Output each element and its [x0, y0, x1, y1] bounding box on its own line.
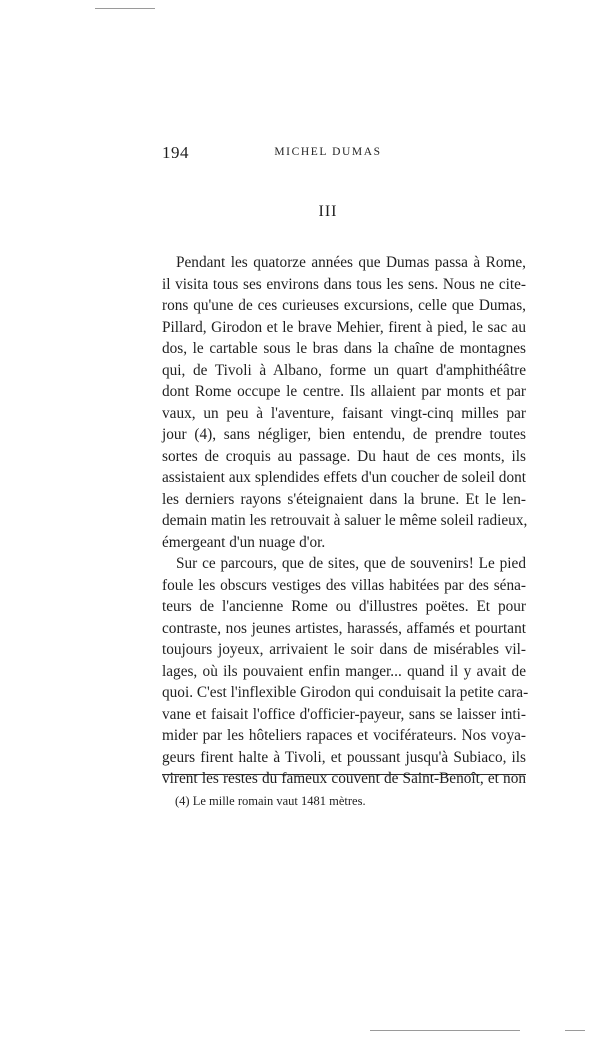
- text-line: mider par les hôteliers rapaces et vociférateurs. Nos voya-: [162, 727, 526, 744]
- text-line: émergeant d'un nuage d'or.: [162, 533, 326, 551]
- text-line: dont Rome occupe le centre. Ils allaient par monts et par: [162, 383, 526, 400]
- text-line: rons qu'une de ces curieuses excursions, celle que Dumas,: [162, 297, 526, 314]
- text-line: Pillard, Girodon et le brave Mehier, firent à pied, le sac au: [162, 318, 526, 336]
- text-line: vane et faisait l'office d'officier-payeur, sans se laisser inti-: [162, 705, 526, 723]
- text-line: contraste, nos jeunes artistes, harassés, affamés et pourtant: [162, 619, 526, 637]
- text-line: les derniers rayons s'éteignaient dans la brune. Et le len-: [162, 490, 526, 508]
- scan-artifact-bottom: [370, 1030, 520, 1031]
- text-line: teurs de l'ancienne Rome ou d'illustres poëtes. Et pour: [162, 598, 526, 615]
- text-line: toujours joyeux, arrivaient le soir dans de misérables vil-: [162, 641, 526, 658]
- paragraph: [162, 252, 526, 553]
- text-line: assistaient aux splendides effets d'un coucher de soleil dont: [162, 469, 526, 486]
- footnote-divider: [162, 774, 526, 775]
- text-line: vaux, un peu à l'aventure, faisant vingt-cinq milles par: [162, 404, 526, 422]
- text-line: jour (4), sans négliger, bien entendu, de prendre toutes: [162, 426, 526, 443]
- page-number: 194: [162, 143, 189, 162]
- text-line: foule les obscurs vestiges des villas habitées par des séna-: [162, 576, 526, 594]
- text-line: Sur ce parcours, que de sites, que de souvenirs! Le pied: [176, 555, 526, 572]
- text-line: il visita tous ses environs dans tous les sens. Nous ne cite-: [162, 275, 526, 293]
- footnote: (4) Le mille romain vaut 1481 mètres.: [175, 794, 366, 808]
- text-line: lages, où ils pouvaient enfin manger... quand il y avait de: [162, 662, 526, 680]
- running-title: MICHEL DUMAS: [274, 146, 382, 158]
- scan-artifact-bottom-right: [565, 1030, 585, 1031]
- body-text: [162, 252, 529, 790]
- scan-artifact-top: [95, 8, 155, 9]
- text-line: Pendant les quatorze années que Dumas passa à Rome,: [176, 254, 526, 271]
- text-line: quoi. C'est l'inflexible Girodon qui conduisait la petite cara-: [162, 684, 529, 701]
- section-heading: III: [318, 203, 338, 220]
- text-line: sortes de croquis au passage. Du haut de ces monts, ils: [162, 447, 526, 465]
- text-line: qui, de Tivoli à Albano, forme un quart d'amphithéâtre: [162, 361, 526, 379]
- text-line: geurs firent halte à Tivoli, et poussant jusqu'à Subiaco, ils: [162, 748, 526, 766]
- text-line: dos, le cartable sous le bras dans la chaîne de montagnes: [162, 340, 526, 357]
- paragraph: [162, 553, 529, 790]
- text-line: virent les restes du fameux couvent de Saint-Benoît, et non: [162, 770, 526, 787]
- text-line: demain matin les retrouvait à saluer le même soleil radieux,: [162, 512, 528, 529]
